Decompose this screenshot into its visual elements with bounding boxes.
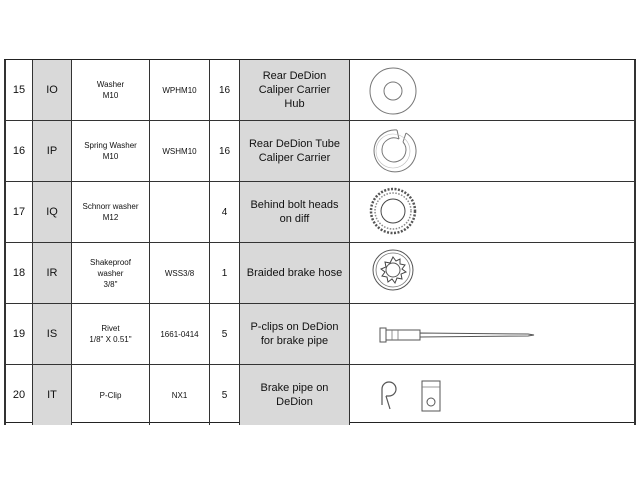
item-description: Spring Washer M10	[72, 121, 150, 181]
part-number: NX1	[150, 365, 210, 425]
table-row	[4, 304, 636, 364]
item-number: 17	[4, 182, 33, 242]
item-quantity: 16	[210, 60, 240, 120]
item-location: Brake pipe on DeDion	[240, 365, 350, 425]
part-number: WSHM10	[150, 121, 210, 181]
parts-table	[4, 59, 636, 423]
table-row	[4, 60, 636, 120]
item-description: P-Clip	[72, 365, 150, 425]
item-code: IS	[33, 304, 72, 364]
item-description: Rivet 1/8" X 0.51"	[72, 304, 150, 364]
flat-washer-icon	[350, 60, 470, 120]
shakeproof-washer-icon	[350, 243, 470, 303]
table-row	[4, 182, 636, 242]
item-image	[350, 182, 636, 242]
item-quantity: 5	[210, 304, 240, 364]
item-image	[350, 60, 636, 120]
item-description: Schnorr washer M12	[72, 182, 150, 242]
item-quantity: 16	[210, 121, 240, 181]
item-image	[350, 304, 636, 364]
part-number: WPHM10	[150, 60, 210, 120]
item-quantity: 4	[210, 182, 240, 242]
item-number: 16	[4, 121, 33, 181]
item-image	[350, 365, 636, 425]
item-image	[350, 243, 636, 303]
part-number	[150, 182, 210, 242]
part-number: WSS3/8	[150, 243, 210, 303]
item-code: IT	[33, 365, 72, 425]
item-code: IR	[33, 243, 72, 303]
item-code: IP	[33, 121, 72, 181]
item-location: Behind bolt heads on diff	[240, 182, 350, 242]
item-location: P-clips on DeDion for brake pipe	[240, 304, 350, 364]
item-quantity: 1	[210, 243, 240, 303]
item-quantity: 5	[210, 365, 240, 425]
p-clip-icon	[350, 365, 470, 425]
item-location: Rear DeDion Caliper Carrier Hub	[240, 60, 350, 120]
item-description: Washer M10	[72, 60, 150, 120]
table-row	[4, 121, 636, 181]
item-number: 20	[4, 365, 33, 425]
item-code: IO	[33, 60, 72, 120]
item-number: 18	[4, 243, 33, 303]
table-row	[4, 243, 636, 303]
table-row	[4, 365, 636, 425]
item-location: Braided brake hose	[240, 243, 350, 303]
item-location: Rear DeDion Tube Caliper Carrier	[240, 121, 350, 181]
rivet-icon	[350, 304, 550, 364]
item-number: 19	[4, 304, 33, 364]
schnorr-washer-icon	[350, 182, 470, 242]
item-code: IQ	[33, 182, 72, 242]
item-image	[350, 121, 636, 181]
spring-washer-icon	[350, 121, 470, 181]
item-description: Shakeproof washer 3/8"	[72, 243, 150, 303]
item-number: 15	[4, 60, 33, 120]
part-number: 1661-0414	[150, 304, 210, 364]
